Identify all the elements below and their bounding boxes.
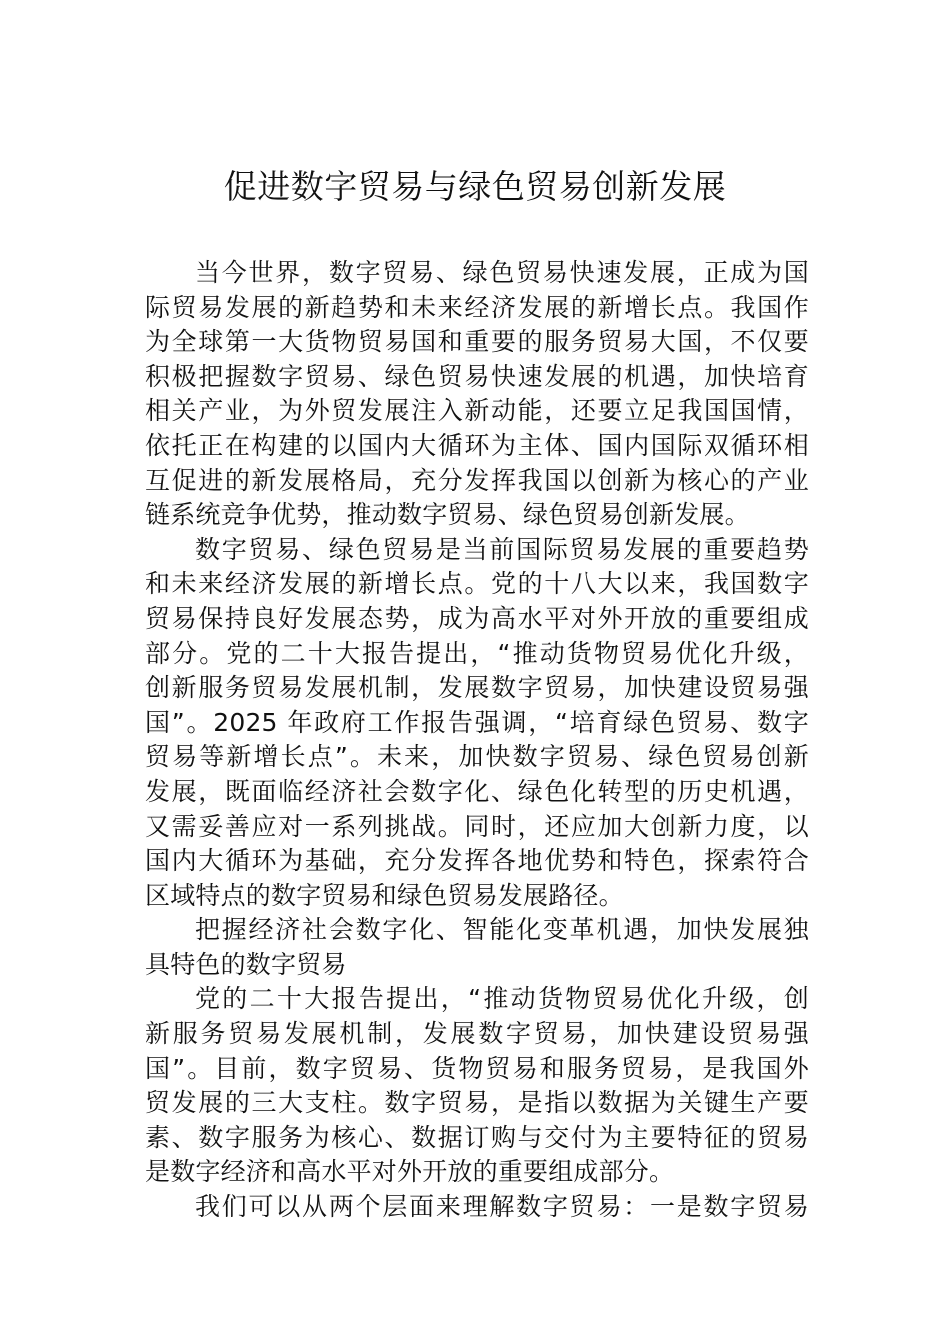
text-line: 贸发展的三大支柱。数字贸易，是指以数据为关键生产要 — [145, 1088, 809, 1118]
paragraph-4 — [145, 982, 809, 1190]
text-line: 我们可以从两个层面来理解数字贸易：一是数字贸易 — [195, 1192, 809, 1222]
text-line: 积极把握数字贸易、绿色贸易快速发展的机遇，加快培育 — [145, 361, 809, 391]
text-line: 互促进的新发展格局，充分发挥我国以创新为核心的产业 — [145, 465, 809, 495]
text-line: 国内大循环为基础，充分发挥各地优势和特色，探索符合 — [145, 846, 809, 876]
section-heading — [145, 913, 809, 982]
paragraph-1 — [145, 256, 809, 533]
text-line: 相关产业，为外贸发展注入新动能，还要立足我国国情， — [145, 396, 809, 426]
text-line: 素、数字服务为核心、数据订购与交付为主要特征的贸易 — [145, 1122, 809, 1152]
text-line: 为全球第一大货物贸易国和重要的服务贸易大国，不仅要 — [145, 327, 809, 357]
text-line: 数字贸易、绿色贸易是当前国际贸易发展的重要趋势 — [195, 534, 809, 564]
text-line: 区域特点的数字贸易和绿色贸易发展路径。 — [145, 880, 624, 910]
text-line: 又需妥善应对一系列挑战。同时，还应加大创新力度，以 — [145, 811, 809, 841]
text-line: 链系统竞争优势，推动数字贸易、绿色贸易创新发展。 — [145, 500, 750, 530]
text-line: 是数字经济和高水平对外开放的重要组成部分。 — [145, 1157, 675, 1187]
text-line: 创新服务贸易发展机制，发展数字贸易，加快建设贸易强 — [145, 673, 809, 703]
paragraph-2 — [145, 533, 809, 914]
paragraph-5 — [145, 1190, 809, 1225]
text-line: 具特色的数字贸易 — [145, 949, 347, 979]
text-line: 部分。党的二十大报告提出，“推动货物贸易优化升级， — [145, 638, 809, 668]
text-line: 把握经济社会数字化、智能化变革机遇，加快发展独 — [195, 915, 809, 945]
text-line: 贸易保持良好发展态势，成为高水平对外开放的重要组成 — [145, 603, 809, 633]
text-line: 贸易等新增长点”。未来，加快数字贸易、绿色贸易创新 — [145, 742, 809, 772]
document-body — [145, 256, 809, 1225]
document-title: 促进数字贸易与绿色贸易创新发展 — [223, 167, 727, 206]
text-line: 新服务贸易发展机制，发展数字贸易，加快建设贸易强 — [145, 1019, 809, 1049]
text-line: 国”。2025 年政府工作报告强调，“培育绿色贸易、数字 — [145, 707, 809, 737]
text-line: 当今世界，数字贸易、绿色贸易快速发展，正成为国 — [195, 258, 809, 287]
text-line: 际贸易发展的新趋势和未来经济发展的新增长点。我国作 — [145, 292, 809, 322]
text-line: 国”。目前，数字贸易、货物贸易和服务贸易，是我国外 — [145, 1053, 809, 1083]
text-line: 依托正在构建的以国内大循环为主体、国内国际双循环相 — [145, 430, 809, 460]
text-line: 党的二十大报告提出，“推动货物贸易优化升级，创 — [195, 984, 809, 1014]
text-line: 发展，既面临经济社会数字化、绿色化转型的历史机遇， — [145, 776, 809, 806]
text-line: 和未来经济发展的新增长点。党的十八大以来，我国数字 — [145, 569, 809, 599]
